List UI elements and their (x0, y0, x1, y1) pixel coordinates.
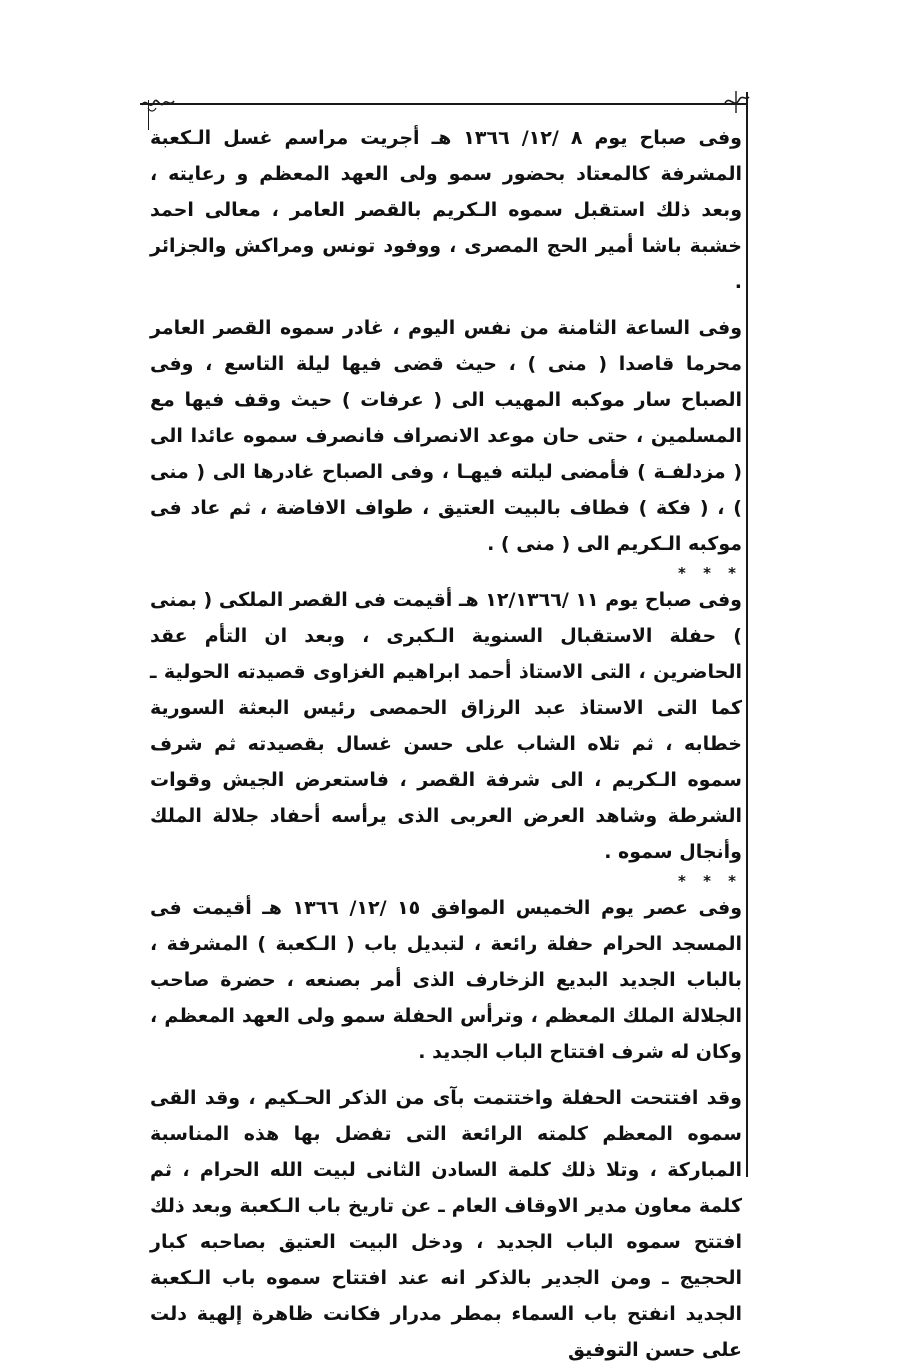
paragraph-kaaba-washing: وفى صباح يوم ٨ /١٢/ ١٣٦٦ هـ أجريت مراسم غسل الـكعبة المشرفة كالمعتاد بحضور سمو ولى العهد المعظم و رعايته ، وبعد ذلك استقبل سموه الـكريم بالقصر العامر ، معالى احمد خشبة باشا أمير الحج المصرى ، ووفود تونس ومراكش والجزائر . (150, 127, 742, 293)
page-frame-top-rule (140, 103, 748, 105)
paragraph-mina-arafat: وفى الساعة الثامنة من نفس اليوم ، غادر سموه القصر العامر محرما قاصدا ( منى ) ، حيث قضى فيها ليلة التاسع ، وفى الصباح سار موكبه المهيب الى ( عرفات ) حيث وقف فيها مع المسلمين ، حتى حان موعد الانصراف فانصرف سموه عائدا الى ( مزدلفـة ) فأمضى ليلته فيهـا ، وفى الصباح غادرها الى ( منى ) ، ( فكة ) فطاف بالبيت العتيق ، طواف الافاضة ، ثم عاد فى موكبه الـكريم الى ( منى ) . (150, 317, 742, 555)
document-body (150, 120, 742, 1368)
section-separator: * * * (678, 564, 742, 582)
frame-corner-flourish-right (722, 89, 752, 115)
page-frame-right-rule (746, 92, 748, 1177)
paragraph-new-door-ceremony: وفى عصر يوم الخميس الموافق ١٥ /١٢/ ١٣٦٦ هـ أقيمت فى المسجد الحرام حفلة رائعة ، لتبديل باب ( الـكعبة ) المشرفة ، بالباب الجديد البديع الزخارف الذى أمر بصنعه ، حضرة صاحب الجلالة الملك المعظم ، وترأس الحفلة سمو ولى العهد المعظم ، وكان له شرف افتتاح الباب الجديد . (150, 897, 742, 1063)
section-separator: * * * (678, 872, 742, 890)
frame-corner-flourish-left (140, 93, 176, 115)
paragraph-ceremony-speeches: وقد افتتحت الحفلة واختتمت بآى من الذكر الحـكيم ، وقد القى سموه المعظم كلمته الرائعة التى تفضل بها هذه المناسبة المباركة ، وتلا ذلك كلمة السادن الثانى لبيت الله الحرام ، ثم كلمة معاون مدير الاوقاف العام ـ عن تاريخ باب الـكعبة وبعد ذلك افتتح سموه الباب الجديد ، ودخل البيت العتيق بصاحبه كبار الحجيج ـ ومن الجدير بالذكر انه عند افتتاح سموه باب الـكعبة الجديد انفتح باب السماء بمطر مدرار فكانت ظاهرة إلهية دلت على حسن التوفيق (150, 1087, 742, 1361)
paragraph-royal-reception: وفى صباح يوم ١١ /١٢/١٣٦٦ هـ أقيمت فى القصر الملكى ( بمنى ) حفلة الاستقبال السنوية الـكبرى ، وبعد ان التأم عقد الحاضرين ، التى الاستاذ أحمد ابراهيم الغزاوى قصيدته الحولية ـ كما التى الاستاذ عبد الرزاق الحمصى رئيس البعثة السورية خطابه ، ثم تلاه الشاب على حسن غسال بقصيدته ثم شرف سموه الـكريم ، الى شرفة القصر ، فاستعرض الجيش وقوات الشرطة وشاهد العرض العربى الذى يرأسه أحفاد جلالة الملك وأنجال سموه . (150, 589, 742, 863)
